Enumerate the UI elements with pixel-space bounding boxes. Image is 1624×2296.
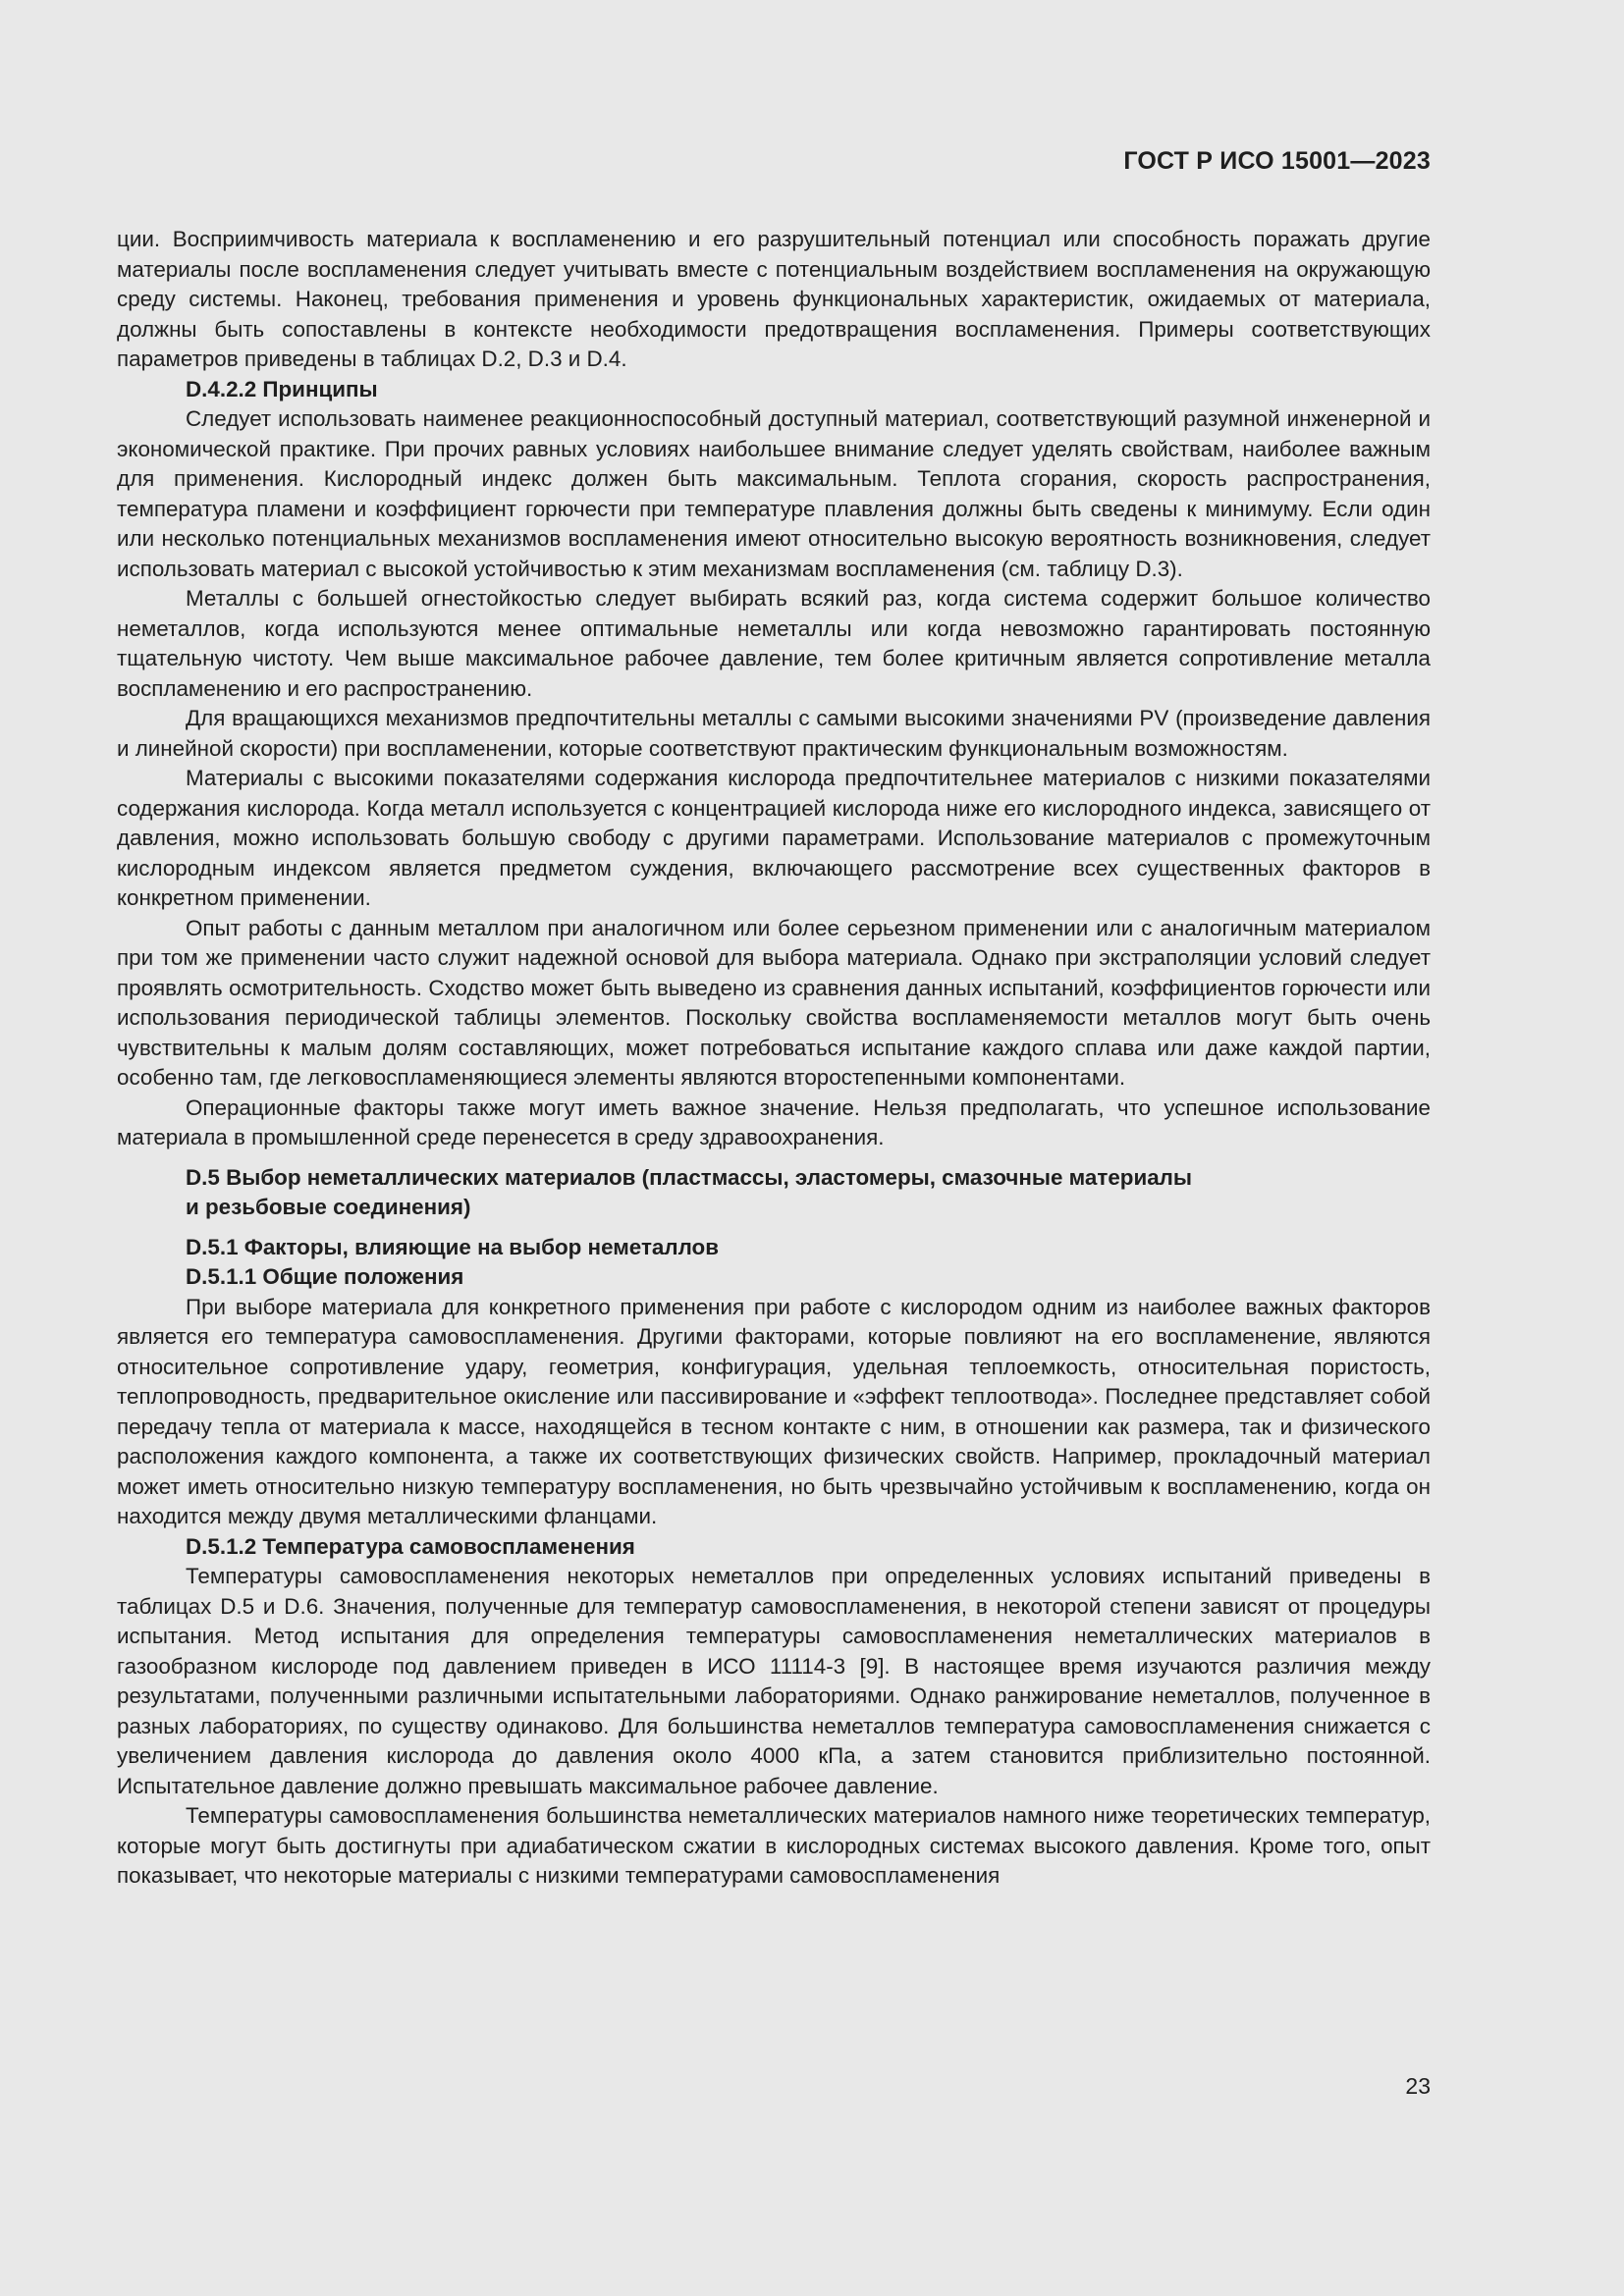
section-heading-d422: D.4.2.2 Принципы: [186, 376, 378, 401]
paragraph: Операционные факторы также могут иметь важное значение. Нельзя предполагать, что успешное использование материала в промышленной среде перенесется в среду здравоохранения.: [117, 1095, 1431, 1149]
section-heading-d5: [117, 1163, 1431, 1223]
section-heading-d511: D.5.1.1 Общие положения: [186, 1264, 464, 1289]
page-number: 23: [1405, 2073, 1431, 2099]
section-heading-d51: D.5.1 Факторы, влияющие на выбор неметаллов: [186, 1234, 719, 1259]
section-heading-d5-line1: D.5 Выбор неметаллических материалов (пластмассы, эластомеры, смазочные материалы: [186, 1164, 1193, 1190]
paragraph: При выборе материала для конкретного применения при работе с кислородом одним из наиболее важных факторов является его температура самовоспламенения. Другими факторами, которые повлияют на его воспламенение, являются относительное сопротивление удару, геометрия, конфигурация, удельная теплоемкость, относительная пористость, теплопроводность, предварительное окисление или пассивирование и «эффект теплоотвода». Последнее представляет собой передачу тепла от материала к массе, находящейся в тесном контакте с ним, в отношении как размера, так и физического расположения каждого компонента, а также их соответствующих физических свойств. Например, прокладочный материал может иметь относительно низкую температуру воспламенения, но быть чрезвычайно устойчивым к воспламенению, когда он находится между двумя металлическими фланцами.: [117, 1294, 1431, 1528]
section-heading-d5-line2: и резьбовые соединения): [186, 1195, 471, 1219]
paragraph: Материалы с высокими показателями содержания кислорода предпочтительнее материалов с низкими показателями содержания кислорода. Когда металл используется с концентрацией кислорода ниже его кислородного индекса, зависящего от давления, можно использовать большую свободу с другими параметрами. Использование материалов с промежуточным кислородным индексом является предметом суждения, включающего рассмотрение всех существенных факторов в конкретном применении.: [117, 766, 1431, 910]
document-body: [117, 225, 1431, 1892]
paragraph: Опыт работы с данным металлом при аналогичном или более серьезном применении или с аналогичным материалом при том же применении часто служит надежной основой для выбора материала. Однако при экстраполяции условий следует проявлять осмотрительность. Сходство может быть выведено из сравнения данных испытаний, коэффициентов горючести или использования периодической таблицы элементов. Поскольку свойства воспламеняемости металлов могут быть очень чувствительны к малым долям составляющих, может потребоваться испытание каждого сплава или даже каждой партии, особенно там, где легковоспламеняющиеся элементы являются второстепенными компонентами.: [117, 915, 1431, 1090]
paragraph: Следует использовать наименее реакционноспособный доступный материал, соответствующий разумной инженерной и экономической практике. При прочих равных условиях наибольшее внимание следует уделять свойствам, наиболее важным для применения. Кислородный индекс должен быть максимальным. Теплота сгорания, скорость распространения, температура пламени и коэффициент горючести при температуре плавления должны быть сведены к минимуму. Если один или несколько потенциальных механизмов воспламенения имеют относительно высокую вероятность возникновения, следует использовать материал с высокой устойчивостью к этим механизмам воспламенения (см. таблицу D.3).: [117, 406, 1431, 581]
section-heading-d512: D.5.1.2 Температура самовоспламенения: [186, 1533, 635, 1559]
paragraph: Металлы с большей огнестойкостью следует выбирать всякий раз, когда система содержит большое количество неметаллов, когда используются менее оптимальные неметаллы или когда невозможно гарантировать постоянную тщательную чистоту. Чем выше максимальное рабочее давление, тем более критичным является сопротивление металла воспламенению и его распространению.: [117, 586, 1431, 701]
paragraph: Для вращающихся механизмов предпочтительны металлы с самыми высокими значениями PV (произведение давления и линейной скорости) при воспламенении, которые соответствуют практическим функциональным возможностям.: [117, 706, 1431, 761]
paragraph: Температуры самовоспламенения некоторых неметаллов при определенных условиях испытаний приведены в таблицах D.5 и D.6. Значения, полученные для температур самовоспламенения, в некоторой степени зависят от процедуры испытания. Метод испытания для определения температуры самовоспламенения неметаллических материалов в газообразном кислороде под давлением приведен в ИСО 11114-3 [9]. В настоящее время изучаются различия между результатами, полученными различными испытательными лабораториями. Однако ранжирование неметаллов, полученное в разных лабораториях, по существу одинаково. Для большинства неметаллов температура самовоспламенения снижается с увеличением давления кислорода до давления около 4000 кПа, а затем становится приблизительно постоянной. Испытательное давление должно превышать максимальное рабочее давление.: [117, 1564, 1431, 1798]
paragraph: ции. Восприимчивость материала к воспламенению и его разрушительный потенциал или способность поражать другие материалы после воспламенения следует учитывать вместе с потенциальным воздействием воспламенения на окружающую среду системы. Наконец, требования применения и уровень функциональных характеристик, ожидаемых от материала, должны быть сопоставлены в контексте необходимости предотвращения воспламенения. Примеры соответствующих параметров приведены в таблицах D.2, D.3 и D.4.: [117, 227, 1431, 371]
paragraph: Температуры самовоспламенения большинства неметаллических материалов намного ниже теоретических температур, которые могут быть достигнуты при адиабатическом сжатии в кислородных системах высокого давления. Кроме того, опыт показывает, что некоторые материалы с низкими температурами самовоспламенения: [117, 1803, 1431, 1888]
document-code-header: ГОСТ Р ИСО 15001—2023: [1123, 147, 1431, 175]
